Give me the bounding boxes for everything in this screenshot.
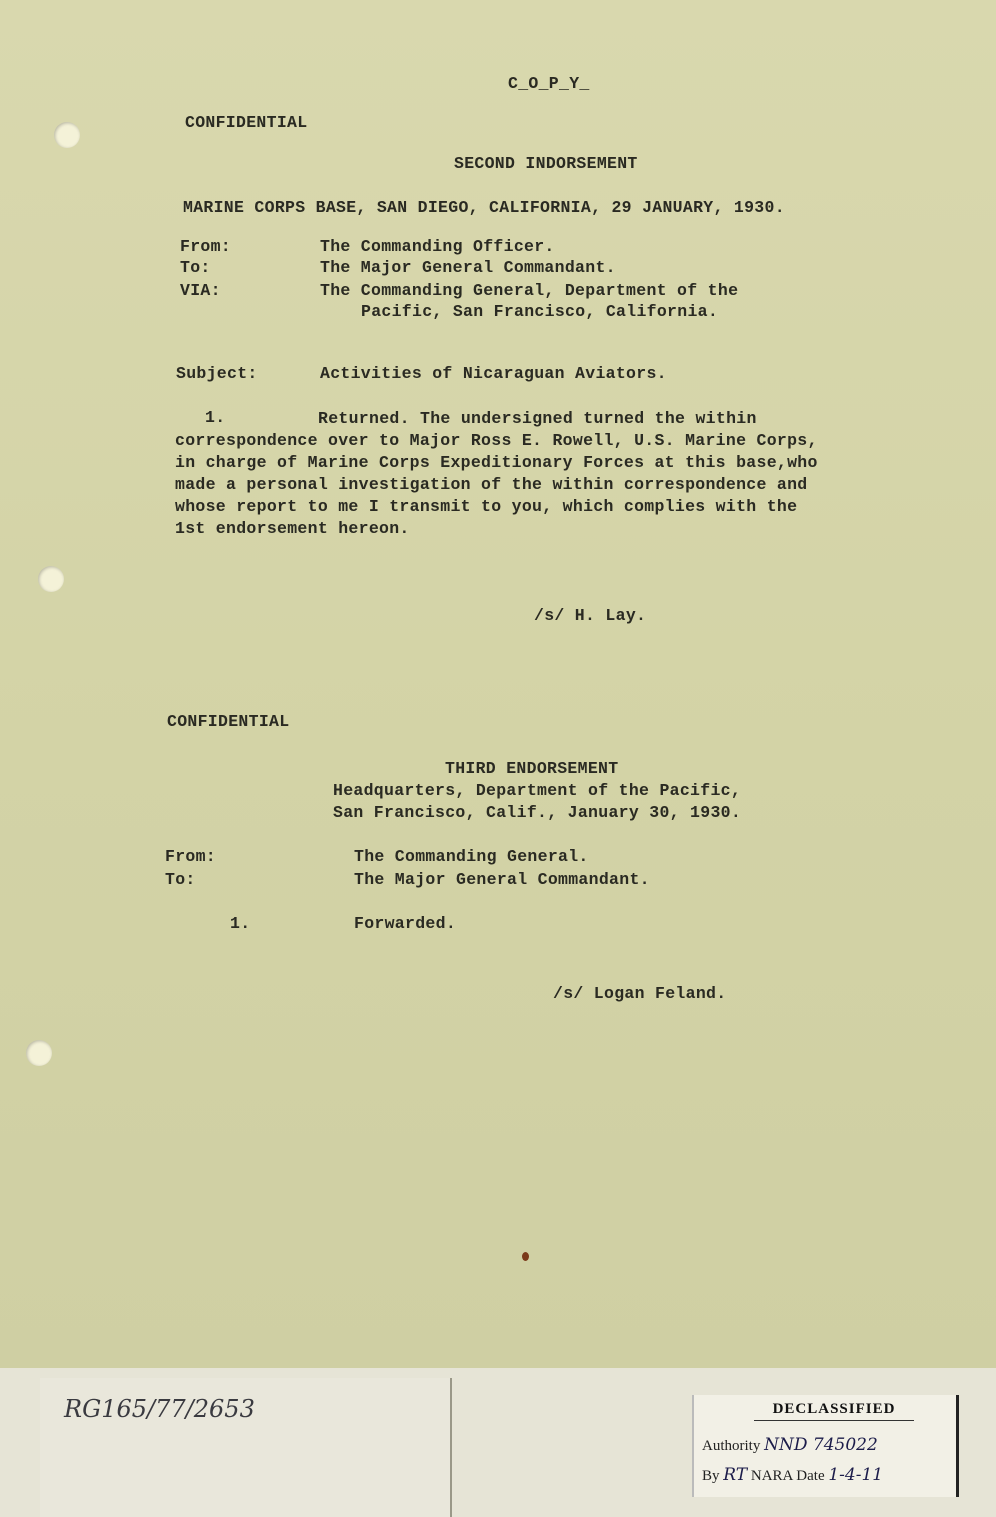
declassification-stamp (692, 1395, 959, 1497)
paragraph-line: in charge of Marine Corps Expeditionary Forces at this base,who (175, 453, 818, 472)
punch-hole (26, 1040, 52, 1066)
place-date-line: MARINE CORPS BASE, SAN DIEGO, CALIFORNIA, 29 JANUARY, 1930. (183, 198, 785, 217)
signature-line: /s/ H. Lay. (534, 606, 647, 625)
endorsement-heading: THIRD ENDORSEMENT (445, 759, 619, 778)
from-label: From: (180, 237, 232, 256)
copy-mark: C_O_P_Y_ (508, 74, 590, 93)
from-value: The Commanding Officer. (320, 237, 555, 256)
ink-spot (522, 1252, 529, 1261)
subject-label: Subject: (176, 364, 258, 383)
headquarters-line: Headquarters, Department of the Pacific, (333, 781, 742, 800)
paragraph-line: made a personal investigation of the within correspondence and (175, 475, 808, 494)
subject-value: Activities of Nicaraguan Aviators. (320, 364, 667, 383)
to-value: The Major General Commandant. (354, 870, 650, 889)
nara-date-label: NARA Date (750, 1468, 825, 1484)
from-value: The Commanding General. (354, 847, 589, 866)
paragraph-line: whose report to me I transmit to you, which complies with the (175, 497, 798, 516)
nara-date-value: 1-4-11 (828, 1465, 884, 1485)
by-label: By (702, 1468, 720, 1484)
paragraph-number: 1. (205, 408, 226, 427)
archive-reference-number: RG165/77/2653 (64, 1395, 255, 1423)
paragraph-text: Forwarded. (354, 914, 457, 933)
classification-marking: CONFIDENTIAL (185, 113, 308, 132)
via-value: The Commanding General, Department of the (320, 281, 739, 300)
paragraph-line: 1st endorsement hereon. (175, 519, 410, 538)
to-value: The Major General Commandant. (320, 258, 616, 277)
via-value-continued: Pacific, San Francisco, California. (361, 302, 719, 321)
punch-hole (38, 566, 64, 592)
endorsement-heading: SECOND INDORSEMENT (454, 154, 638, 173)
via-label: VIA: (180, 281, 221, 300)
authority-value: NND 745022 (764, 1435, 878, 1455)
to-label: To: (165, 870, 196, 889)
stamp-title: DECLASSIFIED (754, 1401, 914, 1421)
paragraph-number: 1. (230, 914, 251, 933)
punch-hole (54, 122, 80, 148)
authority-label: Authority (702, 1438, 761, 1454)
headquarters-date-line: San Francisco, Calif., January 30, 1930. (333, 803, 742, 822)
stamp-authority-line (702, 1435, 878, 1455)
paragraph-line: Returned. The undersigned turned the within (318, 409, 757, 428)
paragraph-line: correspondence over to Major Ross E. Rowell, U.S. Marine Corps, (175, 431, 818, 450)
by-value: RT (723, 1465, 748, 1485)
to-label: To: (180, 258, 211, 277)
stamp-by-line (702, 1465, 883, 1485)
signature-line: /s/ Logan Feland. (553, 984, 727, 1003)
classification-marking: CONFIDENTIAL (167, 712, 290, 731)
from-label: From: (165, 847, 217, 866)
